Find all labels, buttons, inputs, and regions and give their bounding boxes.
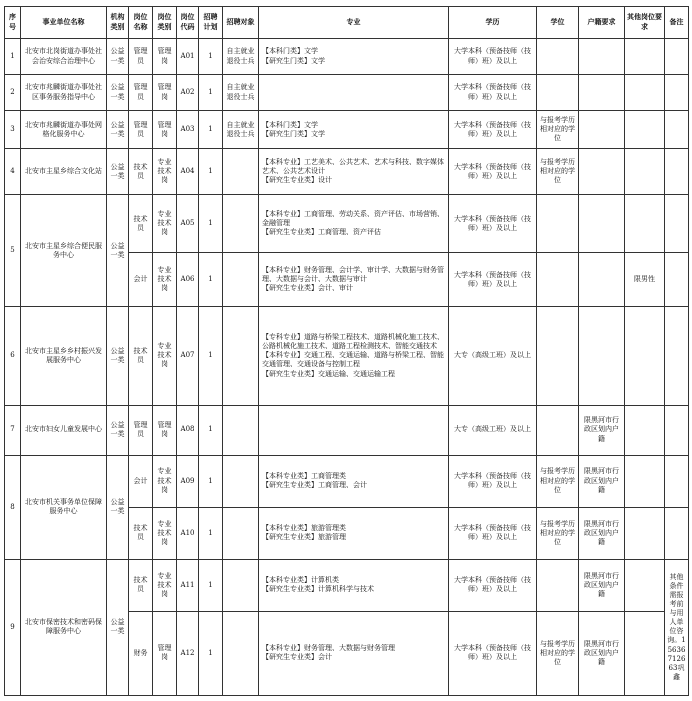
cell-seq: 8 bbox=[5, 455, 21, 559]
cell-code: A01 bbox=[177, 39, 199, 75]
cell-target bbox=[223, 195, 259, 253]
cell-type: 公益一类 bbox=[107, 149, 129, 195]
cell-hukou: 限黑河市行政区划内户籍 bbox=[579, 559, 625, 611]
major-line: 【研究生专业类】会计 bbox=[262, 653, 332, 662]
cell-plan: 1 bbox=[199, 39, 223, 75]
cell-category: 专业技术岗 bbox=[153, 307, 177, 405]
cell-seq: 3 bbox=[5, 111, 21, 149]
cell-target bbox=[223, 455, 259, 507]
cell-hukou bbox=[579, 39, 625, 75]
major-line: 【本科专业类】计算机类 bbox=[262, 576, 339, 585]
major-line: 【研究生专业类】旅游管理 bbox=[262, 533, 346, 542]
cell-unit: 北安市保密技术和密码保障服务中心 bbox=[21, 559, 107, 695]
cell-type: 公益一类 bbox=[107, 405, 129, 455]
cell-education: 大学本科（预备技师（技师）班）及以上 bbox=[449, 611, 537, 695]
major-line: 【研究生门类】文学 bbox=[262, 56, 325, 65]
cell-note bbox=[665, 111, 689, 149]
cell-major bbox=[259, 455, 449, 507]
cell-plan: 1 bbox=[199, 149, 223, 195]
cell-target: 自主就业退役士兵 bbox=[223, 111, 259, 149]
cell-category: 专业技术岗 bbox=[153, 507, 177, 559]
cell-note bbox=[665, 307, 689, 405]
cell-plan: 1 bbox=[199, 611, 223, 695]
cell-plan: 1 bbox=[199, 111, 223, 149]
header-post: 岗位名称 bbox=[129, 7, 153, 39]
cell-major bbox=[259, 195, 449, 253]
cell-seq: 9 bbox=[5, 559, 21, 695]
cell-category: 专业技术岗 bbox=[153, 195, 177, 253]
cell-degree bbox=[537, 559, 579, 611]
header-note: 备注 bbox=[665, 7, 689, 39]
cell-unit: 北安市妇女儿童发展中心 bbox=[21, 405, 107, 455]
cell-code: A09 bbox=[177, 455, 199, 507]
table-row bbox=[5, 405, 689, 455]
cell-note bbox=[665, 195, 689, 253]
cell-post: 会计 bbox=[129, 455, 153, 507]
cell-category: 专业技术岗 bbox=[153, 253, 177, 307]
cell-seq: 1 bbox=[5, 39, 21, 75]
cell-plan: 1 bbox=[199, 253, 223, 307]
cell-major bbox=[259, 507, 449, 559]
cell-target bbox=[223, 253, 259, 307]
cell-seq: 2 bbox=[5, 75, 21, 111]
cell-other bbox=[625, 149, 665, 195]
cell-unit: 北安市主星乡综合文化站 bbox=[21, 149, 107, 195]
cell-other bbox=[625, 559, 665, 611]
header-degree: 学位 bbox=[537, 7, 579, 39]
cell-other bbox=[625, 111, 665, 149]
cell-major bbox=[259, 75, 449, 111]
cell-hukou bbox=[579, 195, 625, 253]
cell-category: 管理岗 bbox=[153, 111, 177, 149]
cell-other bbox=[625, 39, 665, 75]
cell-hukou bbox=[579, 307, 625, 405]
cell-degree: 与报考学历相对应的学位 bbox=[537, 611, 579, 695]
cell-code: A03 bbox=[177, 111, 199, 149]
cell-hukou: 限黑河市行政区划内户籍 bbox=[579, 405, 625, 455]
cell-code: A06 bbox=[177, 253, 199, 307]
cell-unit: 北安市兆麟街道办事处网格化服务中心 bbox=[21, 111, 107, 149]
cell-major bbox=[259, 611, 449, 695]
header-type: 机构类别 bbox=[107, 7, 129, 39]
cell-other bbox=[625, 75, 665, 111]
cell-other bbox=[625, 405, 665, 455]
cell-target: 自主就业退役士兵 bbox=[223, 39, 259, 75]
cell-plan: 1 bbox=[199, 307, 223, 405]
cell-plan: 1 bbox=[199, 195, 223, 253]
cell-education: 大学本科（预备技师（技师）班）及以上 bbox=[449, 75, 537, 111]
cell-note bbox=[665, 507, 689, 559]
cell-post: 会计 bbox=[129, 253, 153, 307]
cell-unit: 北安市主星乡乡村振兴发展服务中心 bbox=[21, 307, 107, 405]
cell-unit: 北安市机关事务单位保障服务中心 bbox=[21, 455, 107, 559]
major-line: 【研究生专业类】设计 bbox=[262, 176, 332, 185]
cell-degree bbox=[537, 195, 579, 253]
major-line: 【本科门类】文学 bbox=[262, 120, 318, 129]
cell-code: A11 bbox=[177, 559, 199, 611]
cell-other bbox=[625, 455, 665, 507]
cell-major bbox=[259, 307, 449, 405]
cell-other bbox=[625, 507, 665, 559]
cell-major bbox=[259, 111, 449, 149]
major-line: 【研究生专业类】工商管理、资产评估 bbox=[262, 228, 381, 237]
cell-target bbox=[223, 559, 259, 611]
cell-note bbox=[665, 149, 689, 195]
cell-plan: 1 bbox=[199, 559, 223, 611]
cell-category: 管理岗 bbox=[153, 39, 177, 75]
major-line: 【本科专业】工艺美术、公共艺术、艺术与科技、数字媒体艺术、公共艺术设计 bbox=[262, 158, 444, 176]
header-hukou: 户籍要求 bbox=[579, 7, 625, 39]
cell-major bbox=[259, 39, 449, 75]
header-code: 岗位代码 bbox=[177, 7, 199, 39]
cell-other: 限男性 bbox=[625, 253, 665, 307]
cell-code: A10 bbox=[177, 507, 199, 559]
cell-category: 管理岗 bbox=[153, 405, 177, 455]
cell-education: 大学本科（预备技师（技师）班）及以上 bbox=[449, 111, 537, 149]
cell-plan: 1 bbox=[199, 455, 223, 507]
cell-code: A05 bbox=[177, 195, 199, 253]
cell-post: 技术员 bbox=[129, 559, 153, 611]
cell-type: 公益一类 bbox=[107, 75, 129, 111]
cell-education: 大学本科（预备技师（技师）班）及以上 bbox=[449, 507, 537, 559]
cell-unit: 北安市兆麟街道办事处社区事务服务指导中心 bbox=[21, 75, 107, 111]
cell-post: 管理员 bbox=[129, 405, 153, 455]
cell-note bbox=[665, 39, 689, 75]
cell-category: 管理岗 bbox=[153, 75, 177, 111]
cell-note bbox=[665, 405, 689, 455]
major-line: 【本科专业】财务管理、会计学、审计学、大数据与财务管理、大数据与会计、大数据与审计 bbox=[262, 266, 444, 284]
cell-education: 大学本科（预备技师（技师）班）及以上 bbox=[449, 39, 537, 75]
cell-hukou bbox=[579, 75, 625, 111]
cell-education: 大学本科（预备技师（技师）班）及以上 bbox=[449, 455, 537, 507]
cell-post: 管理员 bbox=[129, 75, 153, 111]
cell-code: A02 bbox=[177, 75, 199, 111]
cell-target: 自主就业退役士兵 bbox=[223, 75, 259, 111]
cell-other bbox=[625, 611, 665, 695]
cell-code: A08 bbox=[177, 405, 199, 455]
table-row bbox=[5, 455, 689, 507]
cell-type: 公益一类 bbox=[107, 195, 129, 307]
cell-major bbox=[259, 559, 449, 611]
cell-post: 技术员 bbox=[129, 149, 153, 195]
cell-code: A12 bbox=[177, 611, 199, 695]
cell-degree bbox=[537, 405, 579, 455]
major-line: 【本科门类】文学 bbox=[262, 47, 318, 56]
cell-hukou bbox=[579, 253, 625, 307]
cell-code: A04 bbox=[177, 149, 199, 195]
cell-unit: 北安市主星乡综合便民服务中心 bbox=[21, 195, 107, 307]
table-row bbox=[5, 307, 689, 405]
cell-education: 大专（高级工班）及以上 bbox=[449, 307, 537, 405]
cell-plan: 1 bbox=[199, 405, 223, 455]
major-line: 【本科专业类】工商管理类 bbox=[262, 472, 346, 480]
cell-education: 大学本科（预备技师（技师）班）及以上 bbox=[449, 149, 537, 195]
cell-category: 专业技术岗 bbox=[153, 149, 177, 195]
cell-hukou: 限黑河市行政区划内户籍 bbox=[579, 507, 625, 559]
cell-target bbox=[223, 149, 259, 195]
major-line: 【专科专业】道路与桥梁工程技术、道路机械化施工技术、公路机械化施工技术、道路工程检测技术、智能交通技术 bbox=[262, 333, 444, 351]
cell-degree bbox=[537, 75, 579, 111]
cell-note bbox=[665, 455, 689, 507]
cell-category: 专业技术岗 bbox=[153, 559, 177, 611]
cell-education: 大学本科（预备技师（技师）班）及以上 bbox=[449, 559, 537, 611]
cell-target bbox=[223, 507, 259, 559]
major-line: 【研究生专业类】交通运输、交通运输工程 bbox=[262, 369, 395, 378]
header-major: 专业 bbox=[259, 7, 449, 39]
table-row bbox=[5, 75, 689, 111]
header-other: 其他岗位要求 bbox=[625, 7, 665, 39]
cell-type: 公益一类 bbox=[107, 111, 129, 149]
cell-hukou: 限黑河市行政区划内户籍 bbox=[579, 611, 625, 695]
cell-seq: 7 bbox=[5, 405, 21, 455]
header-category: 岗位类别 bbox=[153, 7, 177, 39]
cell-hukou bbox=[579, 149, 625, 195]
cell-degree: 与报考学历相对应的学位 bbox=[537, 507, 579, 559]
cell-type: 公益一类 bbox=[107, 307, 129, 405]
cell-degree: 与报考学历相对应的学位 bbox=[537, 149, 579, 195]
cell-note bbox=[665, 75, 689, 111]
cell-post: 技术员 bbox=[129, 195, 153, 253]
table-row bbox=[5, 149, 689, 195]
cell-seq: 4 bbox=[5, 149, 21, 195]
cell-unit: 北安市北岗街道办事处社会治安综合治理中心 bbox=[21, 39, 107, 75]
cell-degree bbox=[537, 253, 579, 307]
cell-degree: 与报考学历相对应的学位 bbox=[537, 111, 579, 149]
cell-type: 公益一类 bbox=[107, 455, 129, 559]
major-line: 【研究生专业类】工商管理、会计 bbox=[262, 481, 367, 490]
cell-plan: 1 bbox=[199, 507, 223, 559]
table-row bbox=[5, 195, 689, 253]
cell-education: 大学本科（预备技师（技师）班）及以上 bbox=[449, 195, 537, 253]
cell-type: 公益一类 bbox=[107, 559, 129, 695]
cell-degree: 与报考学历相对应的学位 bbox=[537, 455, 579, 507]
cell-major bbox=[259, 149, 449, 195]
cell-target bbox=[223, 611, 259, 695]
cell-plan: 1 bbox=[199, 75, 223, 111]
cell-category: 专业技术岗 bbox=[153, 455, 177, 507]
table-row bbox=[5, 111, 689, 149]
cell-other bbox=[625, 195, 665, 253]
cell-post: 管理员 bbox=[129, 111, 153, 149]
cell-note: 其他条件需报考前与用人单位咨询。15636712663巩鑫 bbox=[665, 559, 689, 695]
header-seq: 序号 bbox=[5, 7, 21, 39]
major-line: 【研究生专业类】计算机科学与技术 bbox=[262, 585, 374, 594]
cell-post: 财务 bbox=[129, 611, 153, 695]
major-line: 【本科专业】财务管理、大数据与财务管理 bbox=[262, 644, 395, 653]
major-line: 【本科专业类】旅游管理类 bbox=[262, 524, 346, 533]
cell-seq: 5 bbox=[5, 195, 21, 307]
cell-note bbox=[665, 253, 689, 307]
cell-code: A07 bbox=[177, 307, 199, 405]
recruitment-table bbox=[4, 6, 689, 696]
cell-degree bbox=[537, 307, 579, 405]
cell-hukou: 限黑河市行政区划内户籍 bbox=[579, 455, 625, 507]
major-line: 【本科专业】交通工程、交通运输、道路与桥梁工程、智能交通管理、交通设备与控制工程 bbox=[262, 351, 444, 369]
cell-post: 管理员 bbox=[129, 39, 153, 75]
cell-target bbox=[223, 405, 259, 455]
table-row bbox=[5, 39, 689, 75]
major-line: 【研究生专业类】会计、审计 bbox=[262, 284, 353, 293]
cell-hukou bbox=[579, 111, 625, 149]
header-education: 学历 bbox=[449, 7, 537, 39]
header-plan: 招聘计划 bbox=[199, 7, 223, 39]
major-line: 【研究生门类】文学 bbox=[262, 129, 325, 138]
cell-education: 大专（高级工班）及以上 bbox=[449, 405, 537, 455]
cell-post: 技术员 bbox=[129, 507, 153, 559]
major-line: 【本科专业】工商管理、劳动关系、资产评估、市场营销、金融管理 bbox=[262, 210, 444, 228]
header-unit: 事业单位名称 bbox=[21, 7, 107, 39]
cell-major bbox=[259, 405, 449, 455]
cell-type: 公益一类 bbox=[107, 39, 129, 75]
cell-other bbox=[625, 307, 665, 405]
header-row bbox=[5, 7, 689, 39]
cell-education: 大学本科（预备技师（技师）班）及以上 bbox=[449, 253, 537, 307]
cell-seq: 6 bbox=[5, 307, 21, 405]
cell-major bbox=[259, 253, 449, 307]
cell-category: 管理岗 bbox=[153, 611, 177, 695]
table-row bbox=[5, 559, 689, 611]
cell-post: 技术员 bbox=[129, 307, 153, 405]
cell-degree bbox=[537, 39, 579, 75]
cell-target bbox=[223, 307, 259, 405]
header-target: 招聘对象 bbox=[223, 7, 259, 39]
